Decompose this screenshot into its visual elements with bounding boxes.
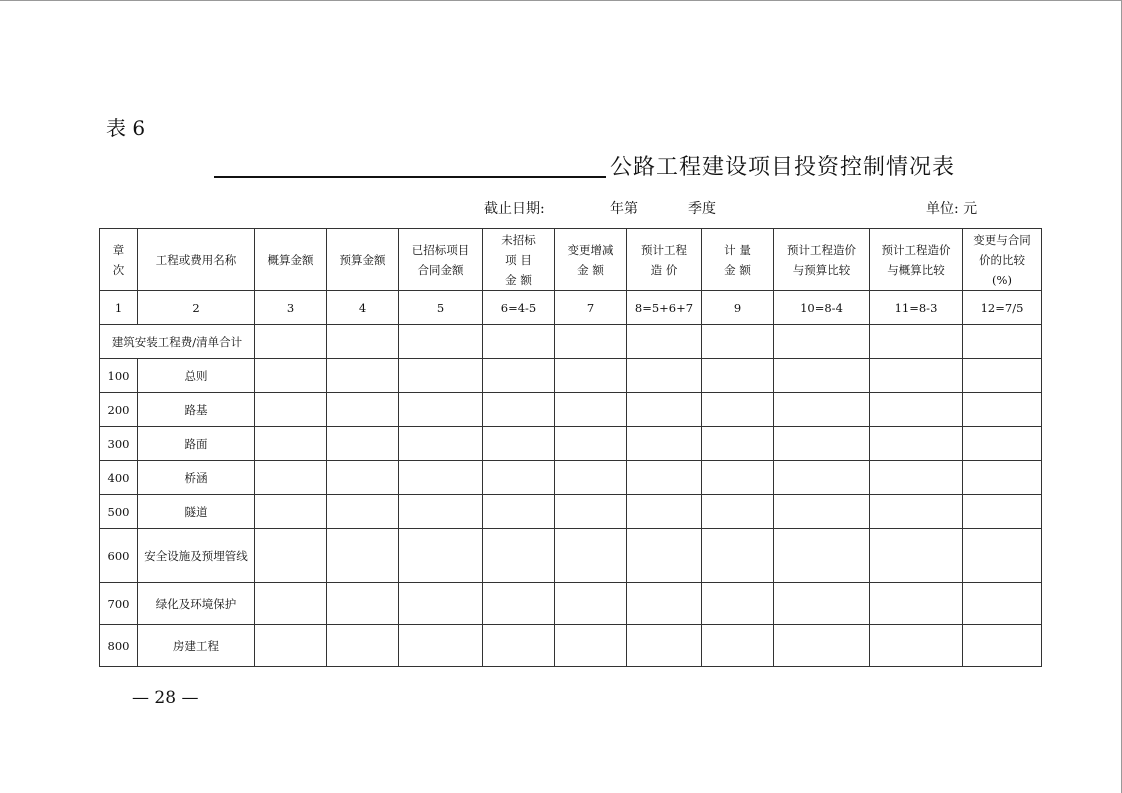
column-header bbox=[483, 229, 555, 291]
value-cell[interactable] bbox=[483, 495, 555, 529]
column-index: 12=7/5 bbox=[963, 291, 1042, 325]
column-header-line: (%) bbox=[992, 272, 1012, 287]
column-header bbox=[870, 229, 963, 291]
column-header bbox=[555, 229, 627, 291]
value-cell[interactable] bbox=[483, 461, 555, 495]
value-cell[interactable] bbox=[255, 393, 327, 427]
value-cell[interactable] bbox=[483, 427, 555, 461]
deadline-label: 截止日期: bbox=[484, 201, 545, 217]
year-label: 年第 bbox=[610, 201, 638, 217]
column-header bbox=[327, 229, 399, 291]
value-cell[interactable] bbox=[555, 625, 627, 667]
column-index: 7 bbox=[555, 291, 627, 325]
item-name: 安全设施及预埋管线 bbox=[138, 529, 255, 583]
column-header-line: 项 目 bbox=[505, 252, 532, 267]
chapter-code: 700 bbox=[100, 583, 138, 625]
value-cell[interactable] bbox=[555, 495, 627, 529]
table-row bbox=[100, 625, 1042, 667]
value-cell[interactable] bbox=[255, 529, 327, 583]
value-cell[interactable] bbox=[774, 583, 870, 625]
column-header-line: 次 bbox=[112, 262, 125, 277]
column-header-line: 合同金额 bbox=[417, 262, 464, 277]
column-header-line: 金 额 bbox=[724, 262, 751, 277]
value-cell[interactable] bbox=[627, 359, 702, 393]
item-name: 总则 bbox=[138, 359, 255, 393]
value-cell[interactable] bbox=[555, 461, 627, 495]
value-cell[interactable] bbox=[702, 529, 774, 583]
value-cell[interactable] bbox=[555, 583, 627, 625]
value-cell[interactable] bbox=[627, 495, 702, 529]
column-index: 5 bbox=[399, 291, 483, 325]
column-index: 10=8-4 bbox=[774, 291, 870, 325]
chapter-code: 100 bbox=[100, 359, 138, 393]
item-name: 绿化及环境保护 bbox=[138, 583, 255, 625]
item-name: 桥涵 bbox=[138, 461, 255, 495]
value-cell[interactable] bbox=[327, 393, 399, 427]
column-header bbox=[627, 229, 702, 291]
value-cell[interactable] bbox=[870, 359, 963, 393]
value-cell[interactable] bbox=[702, 427, 774, 461]
value-cell[interactable] bbox=[870, 461, 963, 495]
value-cell[interactable] bbox=[702, 359, 774, 393]
chapter-code: 300 bbox=[100, 427, 138, 461]
project-name-blank[interactable] bbox=[214, 176, 606, 178]
value-cell[interactable] bbox=[255, 461, 327, 495]
chapter-code: 500 bbox=[100, 495, 138, 529]
value-cell[interactable] bbox=[774, 461, 870, 495]
column-index: 4 bbox=[327, 291, 399, 325]
item-name: 路基 bbox=[138, 393, 255, 427]
column-header bbox=[963, 229, 1042, 291]
value-cell[interactable] bbox=[774, 393, 870, 427]
investment-control-table bbox=[99, 228, 1042, 667]
value-cell[interactable] bbox=[555, 393, 627, 427]
quarter-label: 季度 bbox=[688, 201, 716, 217]
summary-row bbox=[100, 325, 1042, 359]
value-cell[interactable] bbox=[870, 495, 963, 529]
value-cell[interactable] bbox=[327, 359, 399, 393]
page-number: — 28 — bbox=[132, 688, 199, 708]
column-header-line: 金 额 bbox=[577, 262, 604, 277]
column-header bbox=[702, 229, 774, 291]
value-cell[interactable] bbox=[399, 625, 483, 667]
value-cell[interactable] bbox=[774, 359, 870, 393]
chapter-code: 600 bbox=[100, 529, 138, 583]
value-cell[interactable] bbox=[963, 427, 1042, 461]
column-index: 9 bbox=[702, 291, 774, 325]
value-cell[interactable] bbox=[963, 529, 1042, 583]
item-name: 路面 bbox=[138, 427, 255, 461]
chapter-code: 800 bbox=[100, 625, 138, 667]
column-header-line: 造 价 bbox=[650, 262, 678, 277]
column-index: 8=5+6+7 bbox=[627, 291, 702, 325]
column-header-line: 变更增减 bbox=[567, 242, 614, 257]
value-cell[interactable] bbox=[399, 583, 483, 625]
value-cell[interactable] bbox=[327, 583, 399, 625]
value-cell[interactable] bbox=[870, 625, 963, 667]
column-header-line: 金 额 bbox=[505, 272, 532, 287]
chapter-code: 200 bbox=[100, 393, 138, 427]
value-cell[interactable] bbox=[483, 583, 555, 625]
value-cell[interactable] bbox=[702, 393, 774, 427]
value-cell[interactable] bbox=[399, 359, 483, 393]
column-header-line: 预计工程造价 bbox=[787, 242, 856, 257]
value-cell[interactable] bbox=[702, 625, 774, 667]
value-cell[interactable] bbox=[483, 393, 555, 427]
table-label: 表 6 bbox=[106, 116, 146, 140]
value-cell[interactable] bbox=[255, 583, 327, 625]
column-header-line: 已招标项目 bbox=[411, 242, 470, 257]
table-row bbox=[100, 495, 1042, 529]
value-cell[interactable] bbox=[399, 393, 483, 427]
value-cell[interactable] bbox=[963, 495, 1042, 529]
value-cell[interactable] bbox=[627, 583, 702, 625]
value-cell[interactable] bbox=[627, 529, 702, 583]
column-header bbox=[774, 229, 870, 291]
value-cell[interactable] bbox=[555, 529, 627, 583]
value-cell[interactable] bbox=[774, 529, 870, 583]
table-row bbox=[100, 461, 1042, 495]
page-title: 公路工程建设项目投资控制情况表 bbox=[610, 155, 956, 180]
value-cell[interactable] bbox=[399, 529, 483, 583]
column-index: 11=8-3 bbox=[870, 291, 963, 325]
table-row bbox=[100, 393, 1042, 427]
column-header-line: 工程或费用名称 bbox=[155, 252, 237, 267]
value-cell[interactable] bbox=[774, 625, 870, 667]
item-name: 隧道 bbox=[138, 495, 255, 529]
value-cell[interactable] bbox=[963, 359, 1042, 393]
value-cell[interactable] bbox=[627, 461, 702, 495]
page-border-top bbox=[0, 0, 1122, 1]
value-cell[interactable] bbox=[702, 495, 774, 529]
value-cell[interactable] bbox=[483, 625, 555, 667]
unit-label: 单位: 元 bbox=[926, 201, 978, 217]
column-index: 1 bbox=[100, 291, 138, 325]
column-header bbox=[255, 229, 327, 291]
column-header bbox=[399, 229, 483, 291]
header-row bbox=[100, 229, 1042, 291]
column-header-line: 价的比较 bbox=[979, 252, 1025, 267]
value-cell[interactable] bbox=[627, 625, 702, 667]
value-cell[interactable] bbox=[327, 529, 399, 583]
value-cell[interactable] bbox=[870, 393, 963, 427]
column-index: 2 bbox=[138, 291, 255, 325]
table-row bbox=[100, 529, 1042, 583]
column-header bbox=[138, 229, 255, 291]
value-cell[interactable] bbox=[963, 461, 1042, 495]
value-cell[interactable] bbox=[327, 625, 399, 667]
value-cell[interactable] bbox=[399, 461, 483, 495]
column-header-line: 预计工程造价 bbox=[881, 242, 951, 257]
value-cell[interactable] bbox=[327, 427, 399, 461]
value-cell[interactable] bbox=[255, 359, 327, 393]
value-cell[interactable] bbox=[702, 583, 774, 625]
value-cell[interactable] bbox=[963, 393, 1042, 427]
table-row bbox=[100, 427, 1042, 461]
column-header-line: 未招标 bbox=[501, 232, 536, 247]
item-name: 房建工程 bbox=[138, 625, 255, 667]
value-cell[interactable] bbox=[774, 427, 870, 461]
value-cell[interactable] bbox=[963, 625, 1042, 667]
column-header-line: 章 bbox=[112, 242, 125, 257]
table-row bbox=[100, 359, 1042, 393]
column-header-line: 概算金额 bbox=[267, 252, 314, 267]
value-cell[interactable] bbox=[702, 461, 774, 495]
chapter-code: 400 bbox=[100, 461, 138, 495]
value-cell[interactable] bbox=[870, 427, 963, 461]
column-header-line: 与预算比较 bbox=[792, 262, 851, 277]
column-index: 3 bbox=[255, 291, 327, 325]
value-cell[interactable] bbox=[255, 625, 327, 667]
summary-label: 建筑安装工程费/清单合计 bbox=[100, 325, 255, 359]
value-cell[interactable] bbox=[627, 393, 702, 427]
column-header-line: 变更与合同 bbox=[973, 232, 1031, 247]
column-header bbox=[100, 229, 138, 291]
table-row bbox=[100, 583, 1042, 625]
value-cell[interactable] bbox=[870, 583, 963, 625]
value-cell[interactable] bbox=[399, 427, 483, 461]
value-cell[interactable] bbox=[255, 495, 327, 529]
column-index: 6=4-5 bbox=[483, 291, 555, 325]
value-cell[interactable] bbox=[870, 529, 963, 583]
column-header-line: 预计工程 bbox=[641, 242, 687, 257]
value-cell[interactable] bbox=[555, 427, 627, 461]
value-cell[interactable] bbox=[255, 427, 327, 461]
value-cell[interactable] bbox=[327, 461, 399, 495]
column-header-line: 计 量 bbox=[724, 242, 751, 257]
value-cell[interactable] bbox=[963, 583, 1042, 625]
value-cell[interactable] bbox=[774, 495, 870, 529]
value-cell[interactable] bbox=[483, 359, 555, 393]
column-header-line: 预算金额 bbox=[339, 252, 386, 267]
value-cell[interactable] bbox=[327, 495, 399, 529]
value-cell[interactable] bbox=[483, 529, 555, 583]
column-header-line: 与概算比较 bbox=[887, 262, 945, 277]
value-cell[interactable] bbox=[627, 427, 702, 461]
column-index-row bbox=[100, 291, 1042, 325]
value-cell[interactable] bbox=[555, 359, 627, 393]
value-cell[interactable] bbox=[399, 495, 483, 529]
